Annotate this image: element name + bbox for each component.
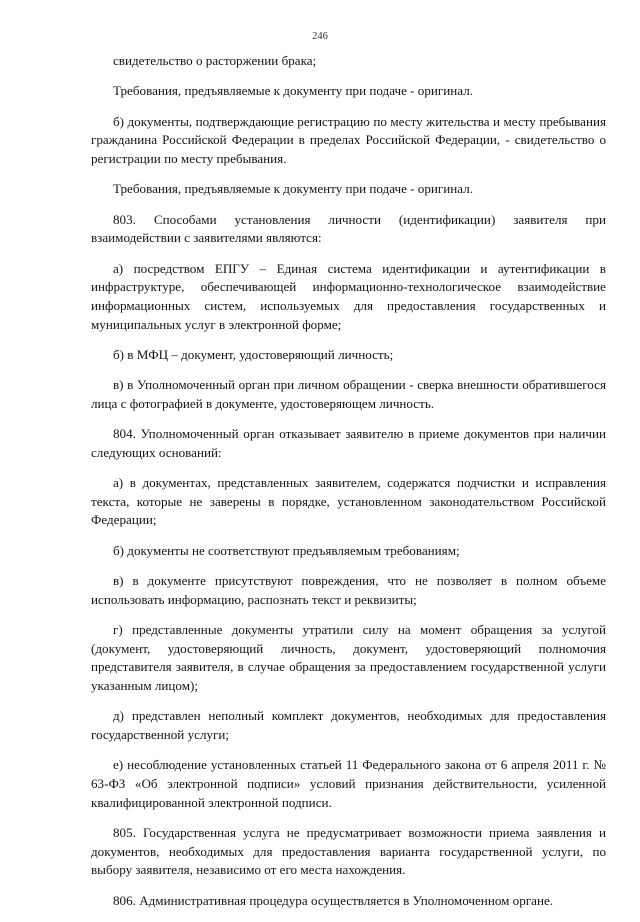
paragraph-804-c: в) в документе присутствуют повреждения, что не позволяет в полном объеме использовать информацию, распознать текст и реквизиты; xyxy=(91,573,606,607)
paragraph-804-e: д) представлен неполный комплект документов, необходимых для предоставления государственной услуги; xyxy=(91,708,606,742)
paragraph-806: 806. Административная процедура осуществляется в Уполномоченном органе. xyxy=(113,892,554,908)
paragraph-804-d: г) представленные документы утратили силу на момент обращения за услугой (документ, удостоверяющий личность, документ, удостоверяющий полномочия представителя заявителя, в случае обращения за предоставлением государственной услуги указанным лицом); xyxy=(91,622,606,693)
paragraph-registration-documents: б) документы, подтверждающие регистрацию по месту жительства и месту пребывания гражданина Российской Федерации в пределах Российской Федерации, - свидетельство о регистрации по месту пребывания. xyxy=(91,113,606,166)
paragraph-803-identification: 803. Способами установления личности (идентификации) заявителя при взаимодействии с заявителями являются: xyxy=(91,211,606,246)
paragraph-803-a-epgu: а) посредством ЕПГУ – Единая система идентификации и аутентификации в инфраструктуре, обеспечивающей информационно-технологическое взаимодействие информационных систем, используемых для предоставления государственных и муниципальных услуг в электронной форме; xyxy=(91,260,606,332)
page-number: 246 xyxy=(312,31,328,42)
paragraph-requirements-original: Требования, предъявляемые к документу при подаче - оригинал. xyxy=(113,181,474,197)
document-body xyxy=(91,52,606,922)
paragraph-803-c-authority: в) в Уполномоченный орган при личном обращении - сверка внешности обратившегося лица с фотографией в документе, удостоверяющем личность. xyxy=(91,377,606,411)
paragraph-804-a: а) в документах, представленных заявителем, содержатся подчистки и исправления текста, которые не заверены в порядке, установленном законодательством Российской Федерации; xyxy=(91,475,606,528)
paragraph-804-f: е) несоблюдение установленных статьей 11 Федерального закона от 6 апреля 2011 г. № 63-ФЗ «Об электронной подписи» условий признания действительности, усиленной квалифицированной электронной подписи. xyxy=(91,757,606,810)
paragraph-804-refusal: 804. Уполномоченный орган отказывает заявителю в приеме документов при наличии следующих оснований: xyxy=(91,426,606,460)
paragraph-805: 805. Государственная услуга не предусматривает возможности приема заявления и документов, необходимых для предоставления варианта государственной услуги, по выбору заявителя, независимо от его места нахождения. xyxy=(91,824,606,878)
paragraph-requirements-original: Требования, предъявляемые к документу при подаче - оригинал. xyxy=(113,83,474,99)
paragraph-804-b: б) документы не соответствуют предъявляемым требованиям; xyxy=(113,542,460,558)
paragraph-803-b-mfc: б) в МФЦ – документ, удостоверяющий личность; xyxy=(113,346,394,362)
paragraph-divorce-certificate: свидетельство о расторжении брака; xyxy=(113,53,317,68)
